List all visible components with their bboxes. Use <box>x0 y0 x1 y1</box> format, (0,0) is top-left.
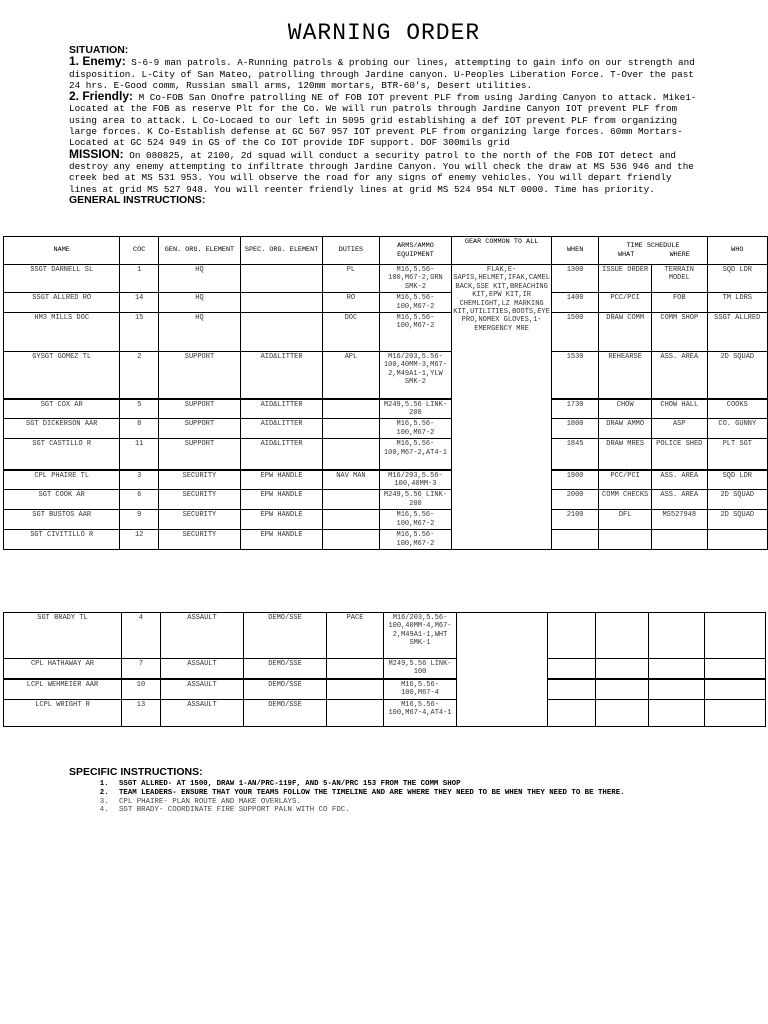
table-row <box>4 490 768 510</box>
cell-arms: M16,5.56-100,M67-2 <box>379 419 452 439</box>
gear-common-empty <box>457 679 548 699</box>
cell-coc: 13 <box>122 699 161 726</box>
gear-common-cell: FLAK,E-SAPIS,HELMET,IFAK,CAMEL BACK,SSE KIT,BREACHING KIT,EPW KIT,IR CHEMLIGHT,LZ MARKING KIT,UTILITIES,BOOTS,EYE PRO,NOMEX GLOVES,1-EMERGENCY MRE <box>452 265 552 550</box>
cell-who: 2D SQUAD <box>707 490 767 510</box>
document-title: WARNING ORDER <box>287 20 481 46</box>
cell-name: SSGT ALLRED RO <box>4 293 120 313</box>
table-row <box>4 470 768 490</box>
cell-who: CO. GUNNY <box>707 419 767 439</box>
cell-spec: EPW HANDLE <box>240 510 322 530</box>
cell-when: 1500 <box>551 313 598 352</box>
cell-coc: 14 <box>120 293 159 313</box>
cell-coc: 11 <box>120 439 159 470</box>
cell-duties <box>323 510 379 530</box>
cell-when: 1300 <box>551 265 598 293</box>
cell-gen: HQ <box>158 265 240 293</box>
cell-duties <box>327 679 384 699</box>
cell-when <box>548 679 596 699</box>
header-where: WHERE <box>669 250 690 259</box>
cell-gen: SECURITY <box>158 530 240 550</box>
cell-name: SGT BUSTOS AAR <box>4 510 120 530</box>
table-row <box>4 352 768 399</box>
specific-instructions-list <box>69 780 729 815</box>
cell-what <box>596 699 649 726</box>
cell-name: SGT COX AR <box>4 399 120 419</box>
cell-when: 1530 <box>551 352 598 399</box>
cell-what: ISSUE ORDER <box>599 265 652 293</box>
header-who: WHO <box>707 237 767 265</box>
cell-duties <box>323 530 379 550</box>
cell-duties: RO <box>323 293 379 313</box>
cell-where: ASP <box>651 419 707 439</box>
specific-item: 4. SGT BRADY- COORDINATE FIRE SUPPORT PALN WITH CO FDC. <box>113 806 729 815</box>
cell-spec: AID&LITTER <box>240 439 322 470</box>
cell-when: 2100 <box>551 510 598 530</box>
enemy-label: 1. Enemy: <box>69 54 126 69</box>
cell-spec: DEMO/SSE <box>244 613 327 659</box>
cell-spec: AID&LITTER <box>240 419 322 439</box>
cell-where <box>649 613 705 659</box>
cell-arms: M16,5.56-100,M67-2,AT4-1 <box>379 439 452 470</box>
cell-duties: DOC <box>323 313 379 352</box>
cell-gen: ASSAULT <box>161 659 244 679</box>
cell-where <box>649 699 705 726</box>
cell-what: REHEARSE <box>599 352 652 399</box>
cell-what: PCC/PCI <box>599 293 652 313</box>
table-header-row <box>4 237 768 265</box>
cell-coc: 15 <box>120 313 159 352</box>
cell-when: 1800 <box>551 419 598 439</box>
cell-coc: 5 <box>120 399 159 419</box>
cell-who: COOKS <box>707 399 767 419</box>
table-row <box>4 659 766 679</box>
cell-duties: PL <box>323 265 379 293</box>
specific-item: 3. CPL PHAIRE- PLAN ROUTE AND MAKE OVERLAYS. <box>113 798 729 807</box>
cell-where: FOB <box>651 293 707 313</box>
cell-name: SSGT DARNELL SL <box>4 265 120 293</box>
cell-arms: M16,5.56-100,M67-2 <box>379 530 452 550</box>
cell-who <box>705 659 766 679</box>
cell-name: HM3 MILLS DOC <box>4 313 120 352</box>
cell-coc: 4 <box>122 613 161 659</box>
cell-what <box>596 613 649 659</box>
cell-who: SQD LDR <box>707 470 767 490</box>
cell-duties <box>323 490 379 510</box>
cell-arms: M16/203,5.56-100,40MM-3,M67-2,M49A1-1,YLW SMK-2 <box>379 352 452 399</box>
cell-coc: 1 <box>120 265 159 293</box>
cell-who: 2D SQUAD <box>707 352 767 399</box>
cell-arms: M16/203,5.56-100,40MM-3 <box>379 470 452 490</box>
cell-gen: SUPPORT <box>158 399 240 419</box>
cell-name: SGT CASTILLO R <box>4 439 120 470</box>
cell-what: DRAW MRES <box>599 439 652 470</box>
cell-who: 2D SQUAD <box>707 510 767 530</box>
cell-arms: M16,5.56-100,M67-2,GRN SMK-2 <box>379 265 452 293</box>
header-gen-org: GEN. ORG. ELEMENT <box>158 237 240 265</box>
cell-spec: EPW HANDLE <box>240 530 322 550</box>
cell-spec: AID&LITTER <box>240 352 322 399</box>
cell-who <box>705 613 766 659</box>
cell-gen: SECURITY <box>158 470 240 490</box>
cell-where <box>649 659 705 679</box>
cell-coc: 12 <box>120 530 159 550</box>
personnel-table-top <box>3 236 768 550</box>
cell-gen: HQ <box>158 293 240 313</box>
gear-common-empty <box>457 613 548 659</box>
header-time-subheads <box>599 251 706 259</box>
cell-where: TERRAIN MODEL <box>651 265 707 293</box>
cell-gen: ASSAULT <box>161 679 244 699</box>
cell-duties: PACE <box>327 613 384 659</box>
header-coc: COC <box>120 237 159 265</box>
cell-where: CHOW HALL <box>651 399 707 419</box>
cell-spec: AID&LITTER <box>240 399 322 419</box>
cell-duties <box>327 699 384 726</box>
mission-paragraph <box>69 146 701 195</box>
specific-instructions-section <box>69 766 729 815</box>
cell-who: TM LDRS <box>707 293 767 313</box>
cell-where: ASS. AREA <box>651 470 707 490</box>
cell-spec <box>240 265 322 293</box>
table-row <box>4 699 766 726</box>
cell-what: PCC/PCI <box>599 470 652 490</box>
cell-when <box>548 659 596 679</box>
cell-duties: NAV MAN <box>323 470 379 490</box>
cell-when: 1400 <box>551 293 598 313</box>
header-time-schedule-label: TIME SCHEDULE <box>626 242 680 251</box>
cell-duties <box>327 659 384 679</box>
cell-when: 1730 <box>551 399 598 419</box>
cell-spec <box>240 293 322 313</box>
cell-who <box>707 530 767 550</box>
cell-coc: 8 <box>120 419 159 439</box>
cell-coc: 3 <box>120 470 159 490</box>
enemy-text: S-6-9 man patrols. A-Running patrols & probing our lines, attempting to gain info on our strength and disposition. L-City of San Mateo, patrolling through Jardine canyon. U-Peoples Liberation Force. T-Over the past 24 hrs. E-Good comm, Russian small arms, 120mm mortars, BTR-60's, Desert utilities. <box>69 57 695 91</box>
cell-who <box>705 699 766 726</box>
cell-name: SGT CIVITILLO R <box>4 530 120 550</box>
cell-coc: 6 <box>120 490 159 510</box>
cell-gen: ASSAULT <box>161 699 244 726</box>
cell-arms: M16,5.56-100,M67-2 <box>379 313 452 352</box>
situation-section <box>69 45 701 206</box>
header-what: WHAT <box>617 250 635 259</box>
cell-gen: SECURITY <box>158 510 240 530</box>
cell-gen: HQ <box>158 313 240 352</box>
table-row <box>4 439 768 470</box>
cell-what <box>596 659 649 679</box>
cell-where: POLICE SHED <box>651 439 707 470</box>
friendly-label: 2. Friendly: <box>69 89 134 104</box>
cell-name: LCPL WRIGHT R <box>4 699 122 726</box>
cell-when: 2000 <box>551 490 598 510</box>
header-arms: ARMS/AMMO EQUIPMENT <box>379 237 452 265</box>
cell-who: PLT SGT <box>707 439 767 470</box>
cell-gen: ASSAULT <box>161 613 244 659</box>
table-row <box>4 510 768 530</box>
cell-gen: SECURITY <box>158 490 240 510</box>
cell-spec: DEMO/SSE <box>244 699 327 726</box>
cell-arms: M16/203,5.56-100,40MM-4,M67-2,M49A1-1,WHT SMK-1 <box>384 613 457 659</box>
table-row <box>4 293 768 313</box>
cell-where <box>649 679 705 699</box>
cell-where: ASS. AREA <box>651 490 707 510</box>
cell-duties: APL <box>323 352 379 399</box>
situation-label: SITUATION: <box>69 44 129 56</box>
cell-spec: EPW HANDLE <box>240 470 322 490</box>
cell-where: MS527948 <box>651 510 707 530</box>
cell-when: 1845 <box>551 439 598 470</box>
table-row <box>4 313 768 352</box>
table-row <box>4 419 768 439</box>
cell-who: SSGT ALLRED <box>707 313 767 352</box>
cell-gen: SUPPORT <box>158 419 240 439</box>
cell-coc: 10 <box>122 679 161 699</box>
cell-when <box>551 530 598 550</box>
table-row <box>4 265 768 293</box>
mission-text: On 080825, at 2100, 2d squad will conduct a security patrol to the north of the FOB IOT detect and destroy any enemy attempting to infiltrate through Jardine Canyon. You will check the draw at MS 536 946 and the creek bed at MS 531 953. You will observe the road for any signs of enemy vehicles. You will depart friendly lines at grid MS 527 948. You will reenter friendly lines at grid MS 524 954 NLT 0000. Time has priority. <box>69 149 694 195</box>
cell-arms: M16,5.56-100,M67-4 <box>384 679 457 699</box>
friendly-text: M Co-FOB San Onofre patrolling NE of FOB IOT prevent PLF from using Jarding Canyon to attack. Mike1-Located at the FOB as reserve Plt for the Co. We will run patrols through Jardine Canyon IOT prevent PLF from using area to attack. L Co-Locaed to our left in 5095 grid establishing a def IOT prevent PLF from organizing large forces. K Co-Establish defense at GC 567 957 IOT prevent PLF from organizing large forces. 60mm Mortars-Located at GC 524 949 in GS of the Co IOT provide IDF support. DOF 300mils grid <box>69 92 697 149</box>
cell-what: DRAW AMMO <box>599 419 652 439</box>
cell-name: GYSGT GOMEZ TL <box>4 352 120 399</box>
cell-arms: M16,5.56-100,M67-4,AT4-1 <box>384 699 457 726</box>
cell-when <box>548 613 596 659</box>
cell-arms: M249,5.56 LINK-200 <box>379 399 452 419</box>
cell-who <box>705 679 766 699</box>
header-time-schedule <box>599 237 707 265</box>
cell-who: SQD LDR <box>707 265 767 293</box>
cell-gen: SUPPORT <box>158 352 240 399</box>
cell-where <box>651 530 707 550</box>
table-row <box>4 613 766 659</box>
cell-arms: M16,5.56-100,M67-2 <box>379 510 452 530</box>
specific-item: 2. TEAM LEADERS- ENSURE THAT YOUR TEAMS FOLLOW THE TIMELINE AND ARE WHERE THEY NEED TO BE WHEN THEY NEED TO BE THERE. <box>113 789 729 798</box>
header-spec-org: SPEC. ORG. ELEMENT <box>240 237 322 265</box>
cell-arms: M16,5.56-100,M67-2 <box>379 293 452 313</box>
gear-common-empty <box>457 659 548 679</box>
cell-name: SGT COOK AR <box>4 490 120 510</box>
table-row <box>4 530 768 550</box>
header-name: NAME <box>4 237 120 265</box>
cell-arms: M249,5.56 LINK-200 <box>379 490 452 510</box>
cell-spec: EPW HANDLE <box>240 490 322 510</box>
cell-duties <box>323 419 379 439</box>
cell-what: CHOW <box>599 399 652 419</box>
cell-duties <box>323 399 379 419</box>
cell-where: ASS. AREA <box>651 352 707 399</box>
cell-name: SGT BRADY TL <box>4 613 122 659</box>
friendly-paragraph <box>69 91 701 148</box>
header-gear: GEAR COMMON TO ALL <box>452 237 552 265</box>
cell-what: DFL <box>599 510 652 530</box>
cell-spec: DEMO/SSE <box>244 679 327 699</box>
general-instructions-label: GENERAL INSTRUCTIONS: <box>69 193 206 206</box>
cell-what: COMM CHECKS <box>599 490 652 510</box>
cell-name: CPL HATHAWAY AR <box>4 659 122 679</box>
header-duties: DUTIES <box>323 237 379 265</box>
cell-coc: 2 <box>120 352 159 399</box>
cell-spec: DEMO/SSE <box>244 659 327 679</box>
cell-duties <box>323 439 379 470</box>
gear-common-empty <box>457 699 548 726</box>
cell-when <box>548 699 596 726</box>
cell-spec <box>240 313 322 352</box>
cell-what <box>599 530 652 550</box>
cell-name: LCPL WEHMEIER AAR <box>4 679 122 699</box>
mission-label: MISSION: <box>69 146 124 161</box>
cell-gen: SUPPORT <box>158 439 240 470</box>
table-row <box>4 399 768 419</box>
specific-item: 1. SSGT ALLRED- AT 1500, DRAW 1-AN/PRC-119F, AND 5-AN/PRC 153 FROM THE COMM SHOP <box>113 780 729 789</box>
enemy-paragraph <box>69 56 701 91</box>
cell-when: 1900 <box>551 470 598 490</box>
cell-what <box>596 679 649 699</box>
cell-what: DRAW COMM <box>599 313 652 352</box>
cell-coc: 9 <box>120 510 159 530</box>
table-row <box>4 679 766 699</box>
personnel-table-bottom <box>3 612 766 727</box>
cell-coc: 7 <box>122 659 161 679</box>
cell-arms: M249,5.56 LINK-100 <box>384 659 457 679</box>
specific-instructions-label: SPECIFIC INSTRUCTIONS: <box>69 766 203 778</box>
cell-where: COMM SHOP <box>651 313 707 352</box>
cell-name: SGT DICKERSON AAR <box>4 419 120 439</box>
header-when: WHEN <box>551 237 598 265</box>
cell-name: CPL PHAIRE TL <box>4 470 120 490</box>
